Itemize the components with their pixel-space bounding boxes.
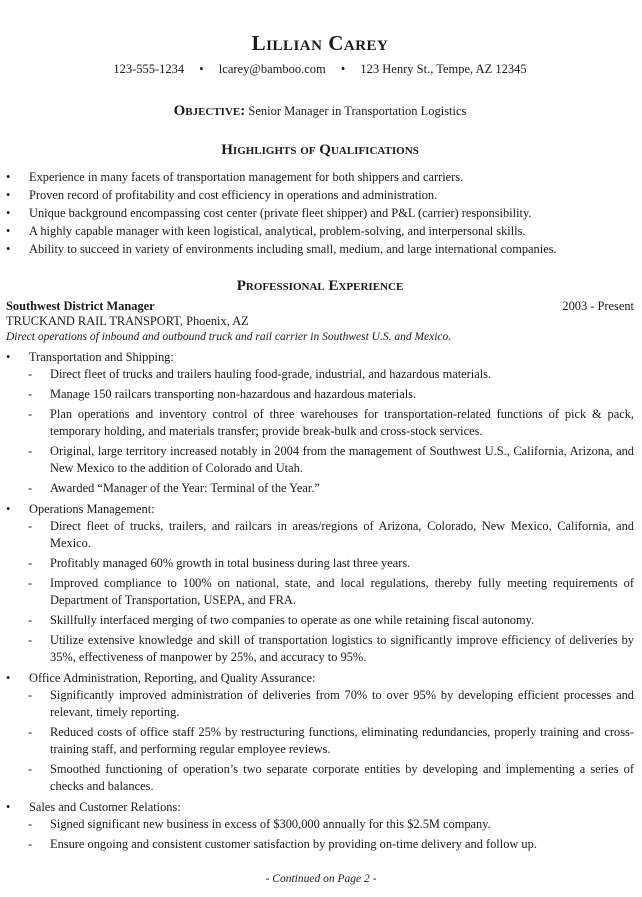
bullet-marker: • [6,224,11,238]
dash-marker: - [28,407,33,421]
candidate-name: Lillian Carey [251,31,389,55]
bullet-marker: • [6,242,11,256]
dash-marker: - [28,556,33,570]
objective-text: Senior Manager in Transportation Logistics [248,104,467,118]
achievement-text: Direct fleet of trucks and trailers hauling food-grade, industrial, and hazardous materials. [50,367,492,381]
achievement-item [6,518,634,552]
bullet-marker: • [6,800,11,814]
responsibility-categories [6,349,634,366]
achievement-text: Ensure ongoing and consistent customer satisfaction by providing on-time delivery and follow up. [50,837,537,851]
dash-marker: - [28,367,33,381]
dash-marker: - [28,688,33,702]
category-item [6,349,634,366]
achievement-text: Signed significant new business in excess of $300,000 annually for this $2.5M company. [50,817,491,831]
achievement-item [6,687,634,721]
dash-marker: - [28,633,33,647]
achievement-item [6,836,634,853]
achievement-item [6,386,634,403]
objective [6,103,634,119]
street-address: 123 Henry St., Tempe, AZ 12345 [360,62,527,76]
company-name: TRUCKAND RAIL TRANSPORT, Phoenix, AZ [6,314,249,328]
objective-label: Objective: [173,103,246,119]
responsibility-categories [6,670,634,687]
highlight-item [6,186,634,204]
job-title: Southwest District Manager [6,299,155,313]
achievement-text: Direct fleet of trucks, trailers, and railcars in areas/regions of Arizona, Colorado, New Mexico, California, and Mexico. [50,519,634,550]
achievement-text: Plan operations and inventory control of three warehouses for transportation-related functions of pick & pack, temporary holding, and materials transfer; provide break-bulk and cross-stock services. [50,407,634,438]
highlight-text: A highly capable manager with keen logistical, analytical, problem-solving, and interpersonal skills. [29,224,526,238]
bullet-marker: • [6,350,11,364]
bullet-marker: • [6,188,11,202]
highlight-item [6,240,634,258]
dash-marker: - [28,613,33,627]
achievement-list [6,687,634,795]
highlight-item [6,168,634,186]
category-item [6,799,634,816]
achievement-item [6,612,634,629]
highlight-text: Proven record of profitability and cost efficiency in operations and administration. [29,188,438,202]
contact-separator: • [340,62,346,76]
category-label: Transportation and Shipping: [29,350,174,364]
phone-number: 123-555-1234 [113,62,185,76]
achievement-text: Improved compliance to 100% on national, state, and local regulations, thereby fully meeting requirements of Department of Transportation, USEPA, and FRA. [50,576,634,607]
achievement-item [6,575,634,609]
dash-marker: - [28,725,33,739]
achievement-text: Skillfully interfaced merging of two companies to operate as one while retaining fiscal autonomy. [50,613,535,627]
category-item [6,501,634,518]
dash-marker: - [28,837,33,851]
email-address: lcarey@bamboo.com [218,62,326,76]
achievement-text: Significantly improved administration of deliveries from 70% to over 95% by developing efficient processes and relevant, timely reporting. [50,688,634,719]
dash-marker: - [28,481,33,495]
dash-marker: - [28,762,33,776]
highlight-item [6,204,634,222]
achievement-list [6,816,634,853]
category-label: Office Administration, Reporting, and Quality Assurance: [29,671,316,685]
dash-marker: - [28,817,33,831]
achievement-text: Utilize extensive knowledge and skill of transportation logistics to significantly improve efficiency of deliveries by 35%, effectiveness of manpower by 25%, and accuracy to 95%. [50,633,634,664]
achievement-item [6,724,634,758]
contact-line [6,62,634,77]
experience-heading: Professional Experience [236,278,404,294]
achievement-text: Profitably managed 60% growth in total business during last three years. [50,556,411,570]
highlight-text: Ability to succeed in variety of environments including small, medium, and large international companies. [29,242,557,256]
achievement-item [6,366,634,383]
highlight-text: Experience in many facets of transportation management for both shippers and carriers. [29,170,464,184]
bullet-marker: • [6,502,11,516]
bullet-marker: • [6,671,11,685]
achievement-item [6,406,634,440]
achievement-text: Original, large territory increased notably in 2004 from the management of Southwest U.S., California, Arizona, and New Mexico to the addition of Colorado and Utah. [50,444,634,475]
responsibility-categories [6,799,634,816]
achievement-item [6,443,634,477]
achievement-text: Smoothed functioning of operation’s two separate corporate entities by developing and implementing a series of checks and balances. [50,762,634,793]
achievement-text: Awarded “Manager of the Year: Terminal of the Year.” [50,481,320,495]
dash-marker: - [28,444,33,458]
category-item [6,670,634,687]
responsibility-categories [6,501,634,518]
job-dates: 2003 - Present [562,299,634,313]
highlight-item [6,222,634,240]
job-description: Direct operations of inbound and outbound truck and rail carrier in Southwest U.S. and Mexico. [6,331,452,343]
achievement-list [6,518,634,666]
dash-marker: - [28,519,33,533]
achievement-item [6,632,634,666]
highlight-text: Unique background encompassing cost center (private fleet shipper) and P&L (carrier) responsibility. [29,206,532,220]
achievement-text: Reduced costs of office staff 25% by restructuring functions, eliminating redundancies, properly training and cross-training staff, and performing regular employee reviews. [50,725,634,756]
bullet-marker: • [6,170,11,184]
achievement-item [6,555,634,572]
contact-separator: • [199,62,204,76]
achievement-list [6,366,634,497]
job-header [6,299,634,314]
dash-marker: - [28,576,33,590]
achievement-item [6,480,634,497]
highlights-list [6,168,634,258]
dash-marker: - [28,387,33,401]
highlights-heading: Highlights of Qualifications [221,142,419,158]
bullet-marker: • [6,206,11,220]
achievement-text: Manage 150 railcars transporting non-hazardous and hazardous materials. [50,387,417,401]
achievement-item [6,816,634,833]
page-continuation-note: - Continued on Page 2 - [265,873,377,885]
category-label: Sales and Customer Relations: [29,800,181,814]
achievement-item [6,761,634,795]
category-label: Operations Management: [29,502,155,516]
